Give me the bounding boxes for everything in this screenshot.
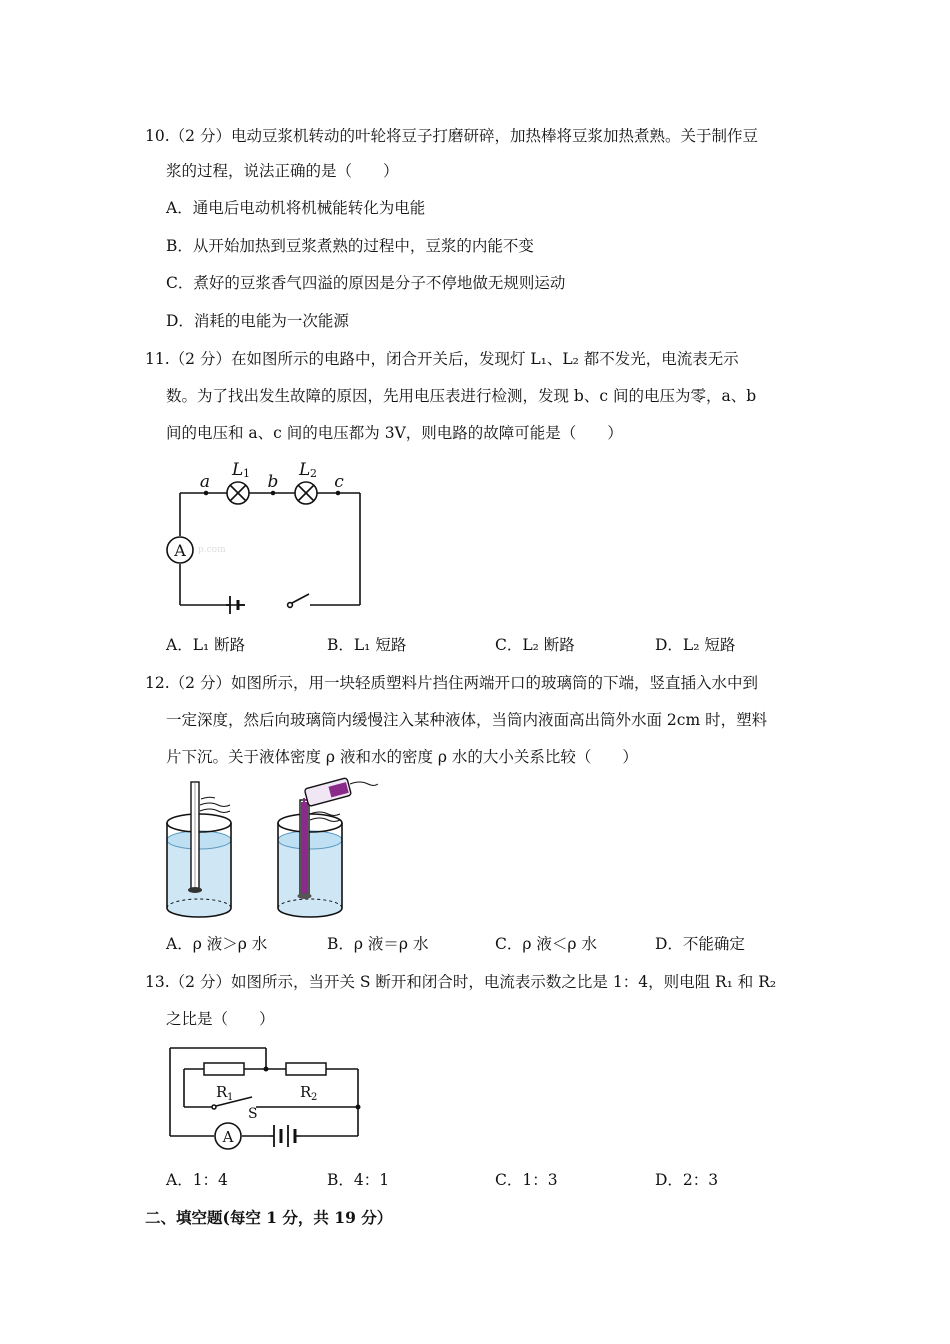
q10-option-c: C．煮好的豆浆香气四溢的原因是分子不停地做无规则运动 [166,274,566,292]
q12-option-c: C．ρ 液＜ρ 水 [495,935,597,953]
q13-stem-line1: 13.（2 分）如图所示，当开关 S 断开和闭合时，电流表示数之比是 1：4，则电阻 R₁ 和 R₂ [145,973,777,991]
svg-text:A: A [222,1128,234,1146]
label-r1: R [216,1083,228,1101]
svg-text:A: A [174,541,186,560]
q11-option-b: B．L₁ 短路 [327,636,407,654]
q13-option-a: A．1：4 [166,1171,228,1189]
q13-option-d: D．2：3 [655,1171,719,1189]
q10-stem-line2: 浆的过程，说法正确的是（ ） [166,162,399,180]
q13-option-b: B．4：1 [327,1171,390,1189]
q11-stem-line3: 间的电压和 a、c 间的电压都为 3V，则电路的故障可能是（ ） [166,424,623,442]
q12-option-b: B．ρ 液＝ρ 水 [327,935,429,953]
q10-option-a: A．通电后电动机将机械能转化为电能 [166,199,426,217]
resistor-r1-icon [204,1063,244,1075]
q12-stem-line1: 12.（2 分）如图所示，用一块轻质塑料片挡住两端开口的玻璃筒的下端，竖直插入水中到 [145,674,758,692]
q12-beaker-figure-2 [272,778,382,925]
q12-option-d: D．不能确定 [655,935,745,953]
label-l2: L [299,460,311,480]
q10-option-b: B．从开始加热到豆浆煮熟的过程中，豆浆的内能不变 [166,237,534,255]
label-l2-sub: 2 [310,467,317,480]
q12-stem-line2: 一定深度，然后向玻璃筒内缓慢注入某种液体，当筒内液面高出筒外水面 2cm 时，塑料 [166,711,768,729]
ammeter-icon [215,1123,241,1149]
watermark: p.com [198,545,226,555]
label-l1: L [232,460,244,480]
q13-stem-line2: 之比是（ ） [166,1010,275,1028]
label-r2: R [300,1083,312,1101]
q12-beaker-figure-1 [160,780,250,925]
label-c: c [334,472,344,492]
q12-stem-line3: 片下沉。关于液体密度 ρ 液和水的密度 ρ 水的大小关系比较（ ） [166,748,638,766]
label-l1-sub: 1 [243,467,250,480]
label-r2-sub: 2 [311,1092,318,1103]
q11-stem-line2: 数。为了找出发生故障的原因，先用电压表进行检测，发现 b、c 间的电压为零，a、b [166,387,757,405]
label-a: a [199,472,211,492]
lamp-l1-icon [227,482,249,504]
q11-option-d: D．L₂ 短路 [655,636,736,654]
q11-stem-line1: 11.（2 分）在如图所示的电路中，闭合开关后，发现灯 L₁、L₂ 都不发光，电流表无示 [145,350,739,368]
ammeter-icon [167,537,193,563]
q11-option-c: C．L₂ 断路 [495,636,575,654]
q10-stem-line1: 10.（2 分）电动豆浆机转动的叶轮将豆子打磨研碎，加热棒将豆浆加热煮熟。关于制作豆 [145,127,758,145]
q13-option-c: C．1：3 [495,1171,558,1189]
label-s: S [248,1106,258,1122]
q11-circuit-diagram [160,455,380,615]
q11-option-a: A．L₁ 断路 [166,636,246,654]
resistor-r2-icon [286,1063,326,1075]
switch-icon [288,594,309,607]
lamp-l2-icon [295,482,317,504]
label-r1-sub: 1 [227,1092,234,1103]
q13-circuit-diagram [160,1040,370,1160]
label-b: b [267,472,279,492]
battery-icon [270,1125,300,1147]
section2-heading: 二、填空题(每空 1 分，共 19 分） [145,1208,393,1227]
q10-option-d: D．消耗的电能为一次能源 [166,312,349,330]
q12-option-a: A．ρ 液＞ρ 水 [166,935,268,953]
